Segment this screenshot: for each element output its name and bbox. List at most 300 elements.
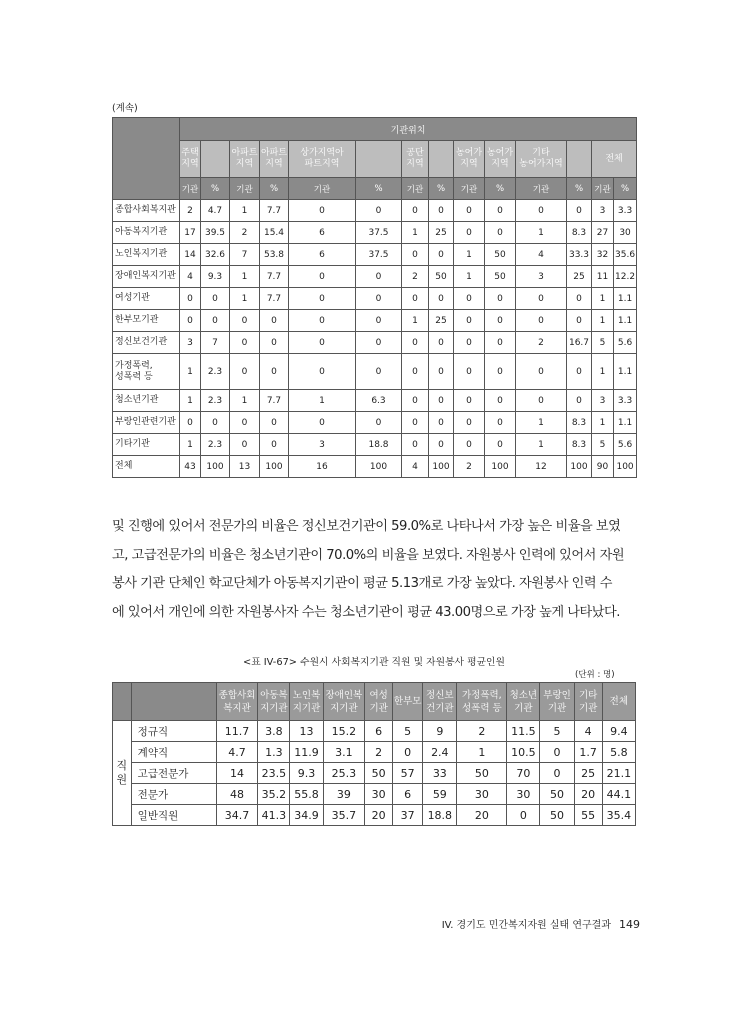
table-cell: 27 [592, 222, 614, 244]
table-cell: 5.8 [602, 742, 635, 763]
table-cell: 0 [402, 390, 429, 412]
table-cell: 0 [402, 332, 429, 354]
table-cell: 50 [429, 266, 454, 288]
table-cell: 50 [540, 805, 574, 826]
table-cell: 0 [289, 354, 356, 390]
table-cell: 100 [201, 456, 230, 478]
column-header: 아동복 지기관 [258, 683, 290, 721]
table-cell: 14 [216, 763, 258, 784]
table-cell: 2 [454, 456, 485, 478]
table-cell: 11.5 [507, 721, 540, 742]
table-cell: 50 [485, 266, 516, 288]
table-cell: 2.3 [201, 434, 230, 456]
table-cell: 0 [260, 310, 289, 332]
table-cell: 9.3 [290, 763, 323, 784]
table-cell: 0 [260, 332, 289, 354]
paragraph-line: 고, 고급전문가의 비율은 청소년기관이 70.0%의 비율을 보였다. 자원봉사 인력에 있어서 자원 [112, 547, 625, 563]
table-row [113, 721, 636, 742]
table-cell: 70 [507, 763, 540, 784]
table-cell: 37.5 [356, 244, 402, 266]
table-cell: 1 [516, 222, 567, 244]
table-cell: 0 [485, 434, 516, 456]
table-cell: 100 [356, 456, 402, 478]
table-cell: 1 [454, 266, 485, 288]
table-row [113, 222, 637, 244]
table-cell: 33.3 [567, 244, 592, 266]
table-cell: 1 [289, 390, 356, 412]
table-row [113, 266, 637, 288]
table-row [113, 354, 637, 390]
table-cell: 10.5 [507, 742, 540, 763]
table-cell: 2 [365, 742, 393, 763]
table-cell: 5.6 [614, 332, 637, 354]
table-row [113, 763, 636, 784]
table-cell: 0 [289, 332, 356, 354]
table-cell: 5 [393, 721, 423, 742]
table-cell: 1 [516, 434, 567, 456]
column-header: 한부모 [393, 683, 423, 721]
table-cell: 2.3 [201, 354, 230, 390]
table-cell: 7.7 [260, 266, 289, 288]
table-cell: 0 [540, 742, 574, 763]
table-cell: 0 [454, 412, 485, 434]
column-header [567, 141, 592, 178]
table-cell: 39.5 [201, 222, 230, 244]
table-cell: 1 [180, 434, 201, 456]
column-header: 기타 기관 [574, 683, 602, 721]
page-number: 149 [619, 918, 640, 931]
table-cell: 1 [592, 354, 614, 390]
table-cell: 1 [454, 244, 485, 266]
table-cell: 2.3 [201, 390, 230, 412]
table-cell: 59 [423, 784, 457, 805]
table-cell: 0 [180, 310, 201, 332]
table-cell: 100 [260, 456, 289, 478]
table-cell: 0 [567, 200, 592, 222]
table-cell: 37 [393, 805, 423, 826]
table-cell: 0 [180, 412, 201, 434]
table-cell: 6 [393, 784, 423, 805]
paragraph-line: 에 있어서 개인에 의한 자원봉사자 수는 청소년기관이 평균 43.00명으로 가장 높게 나타났다. [112, 604, 620, 620]
table-cell: 18.8 [423, 805, 457, 826]
table-cell: 0 [485, 390, 516, 412]
column-header: 농어가 지역 [485, 141, 516, 178]
column-header: 여성 기관 [365, 683, 393, 721]
column-header: 부랑인 기관 [540, 683, 574, 721]
column-header: 전체 [592, 141, 637, 178]
row-label: 종합사회복지관 [113, 200, 180, 222]
table-cell: 11.9 [290, 742, 323, 763]
table-cell: 4.7 [216, 742, 258, 763]
table-cell: 16 [289, 456, 356, 478]
table-row [113, 456, 637, 478]
table-cell: 50 [540, 784, 574, 805]
table-cell: 20 [574, 784, 602, 805]
table-cell: 1.1 [614, 288, 637, 310]
table-cell: 100 [614, 456, 637, 478]
table-cell: 11 [592, 266, 614, 288]
row-label: 기타기관 [113, 434, 180, 456]
table-cell: 0 [230, 310, 260, 332]
table-cell: 0 [454, 222, 485, 244]
table-row [113, 288, 637, 310]
table-cell: 0 [402, 244, 429, 266]
table-cell: 25 [429, 310, 454, 332]
row-label: 전문가 [131, 784, 216, 805]
column-header: 공단 지역 [402, 141, 429, 178]
table-cell: 0 [356, 200, 402, 222]
table-cell: 9.4 [602, 721, 635, 742]
table-cell: 1.1 [614, 354, 637, 390]
sub-header: 기관 [289, 178, 356, 200]
column-header: 주택 지역 [180, 141, 201, 178]
row-label: 전체 [113, 456, 180, 478]
table-row [113, 412, 637, 434]
row-label: 아동복지기관 [113, 222, 180, 244]
table-cell: 1 [230, 266, 260, 288]
table-cell: 20 [365, 805, 393, 826]
table-cell: 15.2 [323, 721, 365, 742]
table-cell: 4 [180, 266, 201, 288]
table-cell: 0 [429, 434, 454, 456]
group-header: 기관위치 [180, 118, 637, 141]
table-cell: 1 [230, 288, 260, 310]
column-header: 아파트 지역 [230, 141, 260, 178]
table-cell: 35.7 [323, 805, 365, 826]
table-cell: 1 [592, 310, 614, 332]
table-cell: 3.1 [323, 742, 365, 763]
table-cell: 90 [592, 456, 614, 478]
table-cell: 18.8 [356, 434, 402, 456]
table-cell: 0 [567, 390, 592, 412]
table-cell: 0 [289, 266, 356, 288]
sub-header: % [260, 178, 289, 200]
sub-header: 기관 [402, 178, 429, 200]
table-cell: 57 [393, 763, 423, 784]
table-cell: 2 [402, 266, 429, 288]
table-cell: 3.3 [614, 200, 637, 222]
table-cell: 55 [574, 805, 602, 826]
table-cell: 3 [180, 332, 201, 354]
column-header: 노인복 지기관 [290, 683, 323, 721]
table-cell: 0 [485, 222, 516, 244]
table-cell: 0 [393, 742, 423, 763]
body-paragraph [112, 513, 636, 627]
row-label: 일반직원 [131, 805, 216, 826]
table-cell: 0 [429, 332, 454, 354]
column-header: 청소년 기관 [507, 683, 540, 721]
table-cell: 0 [402, 200, 429, 222]
table-cell: 5 [540, 721, 574, 742]
table-cell: 3.8 [258, 721, 290, 742]
table-cell: 0 [429, 200, 454, 222]
table-cell: 1 [592, 412, 614, 434]
table-row [113, 200, 637, 222]
table-cell: 6 [365, 721, 393, 742]
table-cell: 0 [356, 412, 402, 434]
table-cell: 8.3 [567, 412, 592, 434]
table-cell: 0 [516, 310, 567, 332]
table-cell: 0 [402, 434, 429, 456]
row-label: 여성기관 [113, 288, 180, 310]
column-header: 아파트 지역 [260, 141, 289, 178]
sub-header: % [567, 178, 592, 200]
table-cell: 5 [592, 434, 614, 456]
table-row [113, 805, 636, 826]
table-cell: 0 [356, 310, 402, 332]
sub-header: 기관 [230, 178, 260, 200]
table-cell: 0 [356, 288, 402, 310]
table-row [113, 244, 637, 266]
table-row [113, 332, 637, 354]
column-header [429, 141, 454, 178]
table-cell: 3 [592, 390, 614, 412]
table-cell: 35.6 [614, 244, 637, 266]
continued-label: (계속) [112, 103, 138, 114]
table-cell: 0 [454, 200, 485, 222]
table-cell: 50 [457, 763, 507, 784]
table-cell: 2 [457, 721, 507, 742]
table-cell: 1 [592, 288, 614, 310]
table-cell: 8.3 [567, 434, 592, 456]
row-label: 계약직 [131, 742, 216, 763]
column-header: 상가지역아 파트지역 [289, 141, 356, 178]
table-cell: 5.6 [614, 434, 637, 456]
table-cell: 20 [457, 805, 507, 826]
table-cell: 2.4 [423, 742, 457, 763]
sub-header: % [485, 178, 516, 200]
column-header: 농어가 지역 [454, 141, 485, 178]
table-cell: 23.5 [258, 763, 290, 784]
table-cell: 0 [485, 354, 516, 390]
row-label: 장애인복지기관 [113, 266, 180, 288]
staff-volunteer-table [112, 682, 636, 826]
table-cell: 0 [485, 200, 516, 222]
table-cell: 0 [260, 412, 289, 434]
table-cell: 0 [516, 354, 567, 390]
table-cell: 3.3 [614, 390, 637, 412]
page-footer [442, 916, 640, 931]
table-cell: 0 [567, 288, 592, 310]
table-cell: 0 [429, 244, 454, 266]
table-cell: 25 [429, 222, 454, 244]
paragraph-line: 봉사 기관 단체인 학교단체가 아동복지기관이 평균 5.13개로 가장 높았다. 자원봉사 인력 수 [112, 576, 613, 591]
table-cell: 25 [574, 763, 602, 784]
column-header: 종합사회 복지관 [216, 683, 258, 721]
facility-location-table [112, 117, 637, 478]
corner-cell [131, 683, 216, 721]
table-cell: 0 [402, 288, 429, 310]
table-cell: 0 [201, 310, 230, 332]
table-cell: 50 [485, 244, 516, 266]
sub-header: 기관 [180, 178, 201, 200]
table-cell: 9.3 [201, 266, 230, 288]
table-cell: 4 [516, 244, 567, 266]
table-cell: 0 [230, 332, 260, 354]
table-cell: 30 [614, 222, 637, 244]
table-cell: 30 [457, 784, 507, 805]
table-cell: 0 [454, 288, 485, 310]
table-cell: 25.3 [323, 763, 365, 784]
table-cell: 0 [289, 288, 356, 310]
sub-header: % [356, 178, 402, 200]
footer-text: IV. 경기도 민간복지자원 실태 연구결과 [441, 920, 611, 931]
table-cell: 3 [289, 434, 356, 456]
table-cell: 12.2 [614, 266, 637, 288]
table-cell: 0 [289, 200, 356, 222]
table-cell: 0 [516, 200, 567, 222]
table-cell: 15.4 [260, 222, 289, 244]
sub-header: % [614, 178, 637, 200]
unit-label: (단위 : 명) [575, 670, 615, 680]
table-cell: 0 [485, 332, 516, 354]
paragraph-line: 및 진행에 있어서 전문가의 비율은 정신보건기관이 59.0%로 나타나서 가장 높은 비율을 보였 [112, 519, 621, 534]
table-cell: 21.1 [602, 763, 635, 784]
table-cell: 12 [516, 456, 567, 478]
table-cell: 44.1 [602, 784, 635, 805]
table-cell: 0 [485, 288, 516, 310]
table-cell: 4.7 [201, 200, 230, 222]
table-cell: 0 [454, 434, 485, 456]
table-cell: 0 [454, 332, 485, 354]
table-cell: 100 [567, 456, 592, 478]
table-cell: 0 [230, 434, 260, 456]
table-cell: 0 [356, 332, 402, 354]
table-cell: 41.3 [258, 805, 290, 826]
table-cell: 6.3 [356, 390, 402, 412]
table-cell: 53.8 [260, 244, 289, 266]
table-cell: 16.7 [567, 332, 592, 354]
table-cell: 0 [429, 390, 454, 412]
table-cell: 0 [260, 354, 289, 390]
table-cell: 39 [323, 784, 365, 805]
table-cell: 1.1 [614, 412, 637, 434]
table-cell: 0 [289, 412, 356, 434]
table-cell: 9 [423, 721, 457, 742]
table-cell: 0 [402, 412, 429, 434]
table-cell: 13 [290, 721, 323, 742]
table-cell: 32 [592, 244, 614, 266]
row-label: 정규직 [131, 721, 216, 742]
table-cell: 7.7 [260, 288, 289, 310]
table-cell: 30 [365, 784, 393, 805]
table-cell: 14 [180, 244, 201, 266]
table-cell: 1 [180, 354, 201, 390]
column-header: 정신보 건기관 [423, 683, 457, 721]
column-header: 전체 [602, 683, 635, 721]
table-cell: 5 [592, 332, 614, 354]
table-cell: 35.4 [602, 805, 635, 826]
table-cell: 8.3 [567, 222, 592, 244]
table-cell: 7 [201, 332, 230, 354]
table-cell: 4 [402, 456, 429, 478]
table-cell: 1 [516, 412, 567, 434]
table-cell: 55.8 [290, 784, 323, 805]
table-cell: 0 [429, 354, 454, 390]
table-cell: 0 [507, 805, 540, 826]
column-header: 기타 농어가지역 [516, 141, 567, 178]
table-cell: 0 [540, 763, 574, 784]
table-cell: 0 [180, 288, 201, 310]
table-cell: 1.7 [574, 742, 602, 763]
row-label: 정신보건기관 [113, 332, 180, 354]
table-cell: 0 [201, 288, 230, 310]
table-cell: 0 [516, 288, 567, 310]
table-cell: 11.7 [216, 721, 258, 742]
column-header: 가정폭력, 성폭력 등 [457, 683, 507, 721]
table-cell: 50 [365, 763, 393, 784]
row-label: 가정폭력, 성폭력 등 [113, 354, 180, 390]
table-cell: 7 [230, 244, 260, 266]
table-cell: 0 [289, 310, 356, 332]
table-cell: 6 [289, 244, 356, 266]
sub-header: % [429, 178, 454, 200]
table-row [113, 742, 636, 763]
table-cell: 0 [429, 412, 454, 434]
sub-header: 기관 [592, 178, 614, 200]
table-cell: 0 [201, 412, 230, 434]
table-cell: 37.5 [356, 222, 402, 244]
column-header [201, 141, 230, 178]
table-cell: 3 [592, 200, 614, 222]
sub-header: 기관 [516, 178, 567, 200]
table-cell: 13 [230, 456, 260, 478]
table-cell: 0 [356, 266, 402, 288]
table-cell: 1 [230, 200, 260, 222]
table-cell: 7.7 [260, 200, 289, 222]
column-header [356, 141, 402, 178]
table-cell: 0 [485, 412, 516, 434]
table-cell: 6 [289, 222, 356, 244]
table-cell: 0 [567, 354, 592, 390]
table-cell: 35.2 [258, 784, 290, 805]
table-cell: 0 [454, 354, 485, 390]
table-cell: 1 [457, 742, 507, 763]
sub-header: 기관 [454, 178, 485, 200]
table-cell: 1 [402, 310, 429, 332]
table-cell: 3 [516, 266, 567, 288]
column-header: 장애인복 지기관 [323, 683, 365, 721]
table-cell: 2 [516, 332, 567, 354]
table-cell: 33 [423, 763, 457, 784]
table-cell: 100 [485, 456, 516, 478]
table-caption: <표 IV-67> 수원시 사회복지기관 직원 및 자원봉사 평균인원 [243, 657, 505, 668]
table-cell: 0 [567, 310, 592, 332]
row-label: 노인복지기관 [113, 244, 180, 266]
row-label: 부랑인관련기관 [113, 412, 180, 434]
table-cell: 4 [574, 721, 602, 742]
row-label: 고급전문가 [131, 763, 216, 784]
table-cell: 1.3 [258, 742, 290, 763]
table-cell: 100 [429, 456, 454, 478]
sub-header: % [201, 178, 230, 200]
table-cell: 0 [454, 390, 485, 412]
table-cell: 1 [230, 390, 260, 412]
table-cell: 34.9 [290, 805, 323, 826]
table-cell: 25 [567, 266, 592, 288]
corner-cell [113, 683, 132, 721]
table-cell: 30 [507, 784, 540, 805]
table-row [113, 784, 636, 805]
table-cell: 1 [180, 390, 201, 412]
table-cell: 0 [230, 354, 260, 390]
group-label: 직 원 [113, 721, 132, 826]
table-cell: 0 [230, 412, 260, 434]
table-row [113, 390, 637, 412]
table-cell: 2 [180, 200, 201, 222]
table-cell: 0 [260, 434, 289, 456]
row-label: 청소년기관 [113, 390, 180, 412]
